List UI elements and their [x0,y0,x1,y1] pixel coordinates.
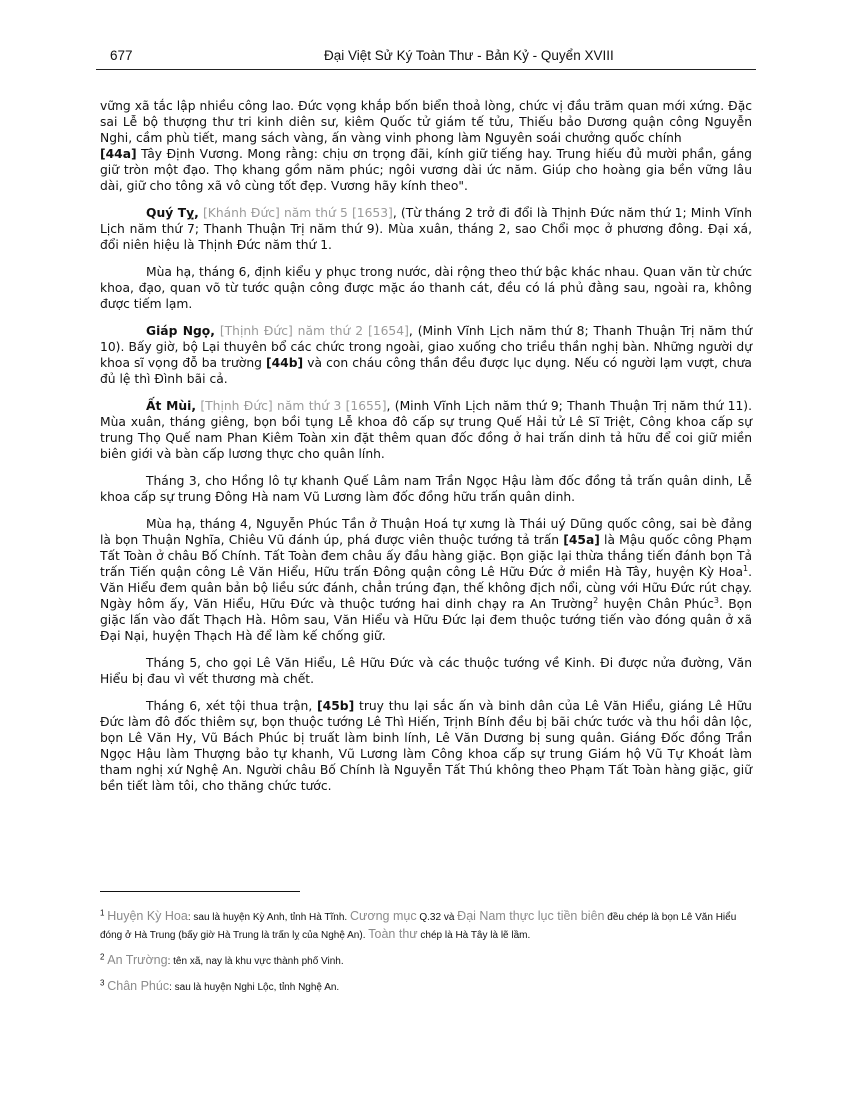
folio-marker: [44b] [265,356,304,370]
year-entry: Ất Mùi, [Thịnh Đức] năm thứ 3 [1655], (Minh Vĩnh Lịch năm thứ 9; Thanh Thuận Trị năm thứ 11). Mùa xuân, tháng giêng, bọn bồi tụng Lễ khoa đô cấp sự trung Quế Hải tử Lê Sĩ Triệt, Công khoa cấp sự trung Thọ Quế nam Phan Kiêm Toàn xin đặt thêm quan đốc đồng ở hai trấn dinh tả hữu để coi giữ miền biên giới và bàn cấp lương thực cho quân lính. [100,399,753,461]
running-title: Đại Việt Sử Ký Toàn Thư - Bản Kỷ - Quyển XVIII [324,48,614,63]
folio-marker: [45a] [563,533,600,547]
year-heading: Giáp Ngọ, [146,324,215,338]
footnote: $^2$ An Trường: tên xã, nay là khu vực thành phố Vinh. [100,952,344,967]
footnote-term: An Trường [107,953,168,967]
era-label: [Khánh Đức] năm thứ 5 [1653] [202,206,393,220]
year-heading: Quý Tỵ, [146,206,199,220]
footnote-term: Huyện Kỳ Hoa [107,909,188,923]
page-number: 677 [110,48,133,63]
paragraph: Mùa hạ, tháng 6, định kiểu y phục trong nước, dài rộng theo thứ bậc khác nhau. Quan văn từ chức khoa, đạo, quan võ từ tước quận công được mặc áo thanh cát, đều có lá phủ đằng sau, ngoài ra, không được tiếm lạm. [100,265,752,311]
paragraph: Mùa hạ, tháng 4, Nguyễn Phúc Tần ở Thuận Hoá tự xưng là Thái uý Dũng quốc công, sai bè đảng là bọn Thuận Nghĩa, Chiêu Vũ đánh úp, phá được viên thuộc tướng tả trấn [45a] là Mậu quốc công Phạm Tất Toàn ở châu Bố Chính. Tất Toàn đem châu ấy đầu hàng giặc. Bọn giặc lại thừa thắng tiến đánh bọn Tả trấn Tiến quận công Lê Văn Hiểu, Hữu trấn Đông quận công Lê Hữu Đức ở miền Hà Tây, huyện Kỳ Hoa$^1$. Văn Hiểu đem quân bản bộ liều sức đánh, chẳn trúng đạn, thế không địch nổi, cùng với Hữu Đức rút chạy. Ngày hôm ấy, Văn Hiểu, Hữu Đức và thuộc tướng hai dinh chạy ra An Trường$^2$ huyện Chân Phúc$^3$. Bọn giặc lấn vào đất Thạch Hà. Hôm sau, Văn Hiểu và Hữu Đức lại đem thuộc tướng tiến vào đóng quân ở xã Đại Nại, huyện Thạch Hà để làm kế chống giữ. [100,517,752,643]
era-label: [Thịnh Đức] năm thứ 2 [1654] [219,324,409,338]
footnote-ref[interactable]: 1 [742,563,749,573]
year-entry: Quý Tỵ, [Khánh Đức] năm thứ 5 [1653], (Từ tháng 2 trở đi đổi là Thịnh Đức năm thứ 1; Minh Vĩnh Lịch năm thứ 7; Thanh Thuận Trị năm thứ 9). Mùa xuân, tháng 2, sao Chổi mọc ở phương đông. Đại xá, đổi niên hiệu là Thịnh Đức năm thứ 1. [100,206,752,252]
paragraph: Tháng 6, xét tội thua trận, [45b] truy thu lại sắc ấn và binh dân của Lê Văn Hiểu, giáng Lê Hữu Đức làm đô đốc thiêm sự, bọn thuộc tướng Lê Thì Hiến, Trịnh Bính đều bị bãi chức tước và thu hồi dân lộc, bọn Lê Văn Hy, Vũ Bách Phúc bị truất làm binh lính, Lê Văn Dương bị sung quân. Giáng Đốc đồng Trần Ngọc Hậu làm Thượng bảo tự khanh, Vũ Lương làm Công khoa cấp sự trung Giám hộ Vũ Tự Khoát làm tham nghị xứ Nghệ An. Người châu Bố Chính là Nguyễn Tất Thú không theo Phạm Tất Toàn hàng giặc, giữ bền tiết làm tôi, cho thăng chức tước. [100,699,752,793]
footnote-term: Chân Phúc [107,979,170,993]
header-rule [96,69,756,70]
footnote-ref[interactable]: 2 [593,595,599,605]
paragraph: vững xã tắc lập nhiều công lao. Đức vọng khắp bốn biển thoả lòng, chức vị đầu trăm quan mới xứng. Đặc sai Lễ bộ thượng thư tri kinh diên sư, kiêm Quốc tử giám tế tửu, Thiếu bảo Dương quận công Nguyễn Nghi, cầm phù tiết, mang sách vàng, ấn vàng vinh phong làm Nguyên soái chưởng quốc chính [44a] Tây Định Vương. Mong rằng: chịu ơn trọng đãi, kính giữ tiếng hay. Trung hiếu đủ mười phần, gắng giữ tròn một đạo. Thọ khang gồm năm phúc; ngôi vương dài ức năm. Giúp cho hoàng gia bền vững lâu dài, giữ cho tông xã vô cùng tốt đẹp. Vương hãy kính theo". [100,99,752,193]
main-text [100,98,752,805]
paragraph: Tháng 3, cho Hồng lô tự khanh Quế Lâm nam Trần Ngọc Hậu làm đốc đồng tả trấn quân dinh, Lễ khoa cấp sự trung Đông Hà nam Vũ Lương làm đốc đồng hữu trấn quân dinh. [100,474,752,504]
year-heading: Ất Mùi, [146,399,196,413]
page-header [96,48,756,70]
footnote: $^3$ Chân Phúc: sau là huyện Nghi Lộc, tỉnh Nghệ An. [100,978,340,993]
folio-marker: [44a] [100,147,137,161]
folio-marker: [45b] [317,699,355,713]
footnotes [100,908,754,1004]
year-entry: Giáp Ngọ, [Thịnh Đức] năm thứ 2 [1654], (Minh Vĩnh Lịch năm thứ 8; Thanh Thuận Trị năm thứ 10). Bấy giờ, bộ Lại thuyên bổ các chức trong ngoài, giao xuống cho triều thần nghị bàn. Những người dự khoa sĩ vọng đỗ ba trường [44b] và con cháu công thần đều được lục dụng. Nếu có người lạm vượt, chưa đủ lệ thì Đình bãi cả. [100,324,752,386]
paragraph: Tháng 5, cho gọi Lê Văn Hiểu, Lê Hữu Đức và các thuộc tướng về Kinh. Đi được nửa đường, Văn Hiểu bị đau vì vết thương mà chết. [100,656,752,686]
footnote: $^1$ Huyện Kỳ Hoa: sau là huyện Kỳ Anh, tỉnh Hà Tĩnh. Cương mục Q.32 và Đại Nam thực lục tiền biên đều chép là bọn Lê Văn Hiểu đóng ở Hà Trung (bấy giờ Hà Trung là trấn lỵ của Nghệ An). Toàn thư chép là Hà Tây là lẽ lầm. [100,908,737,941]
footnote-separator [100,891,300,892]
era-label: [Thịnh Đức] năm thứ 3 [1655] [200,399,387,413]
footnote-ref[interactable]: 3 [713,595,719,605]
